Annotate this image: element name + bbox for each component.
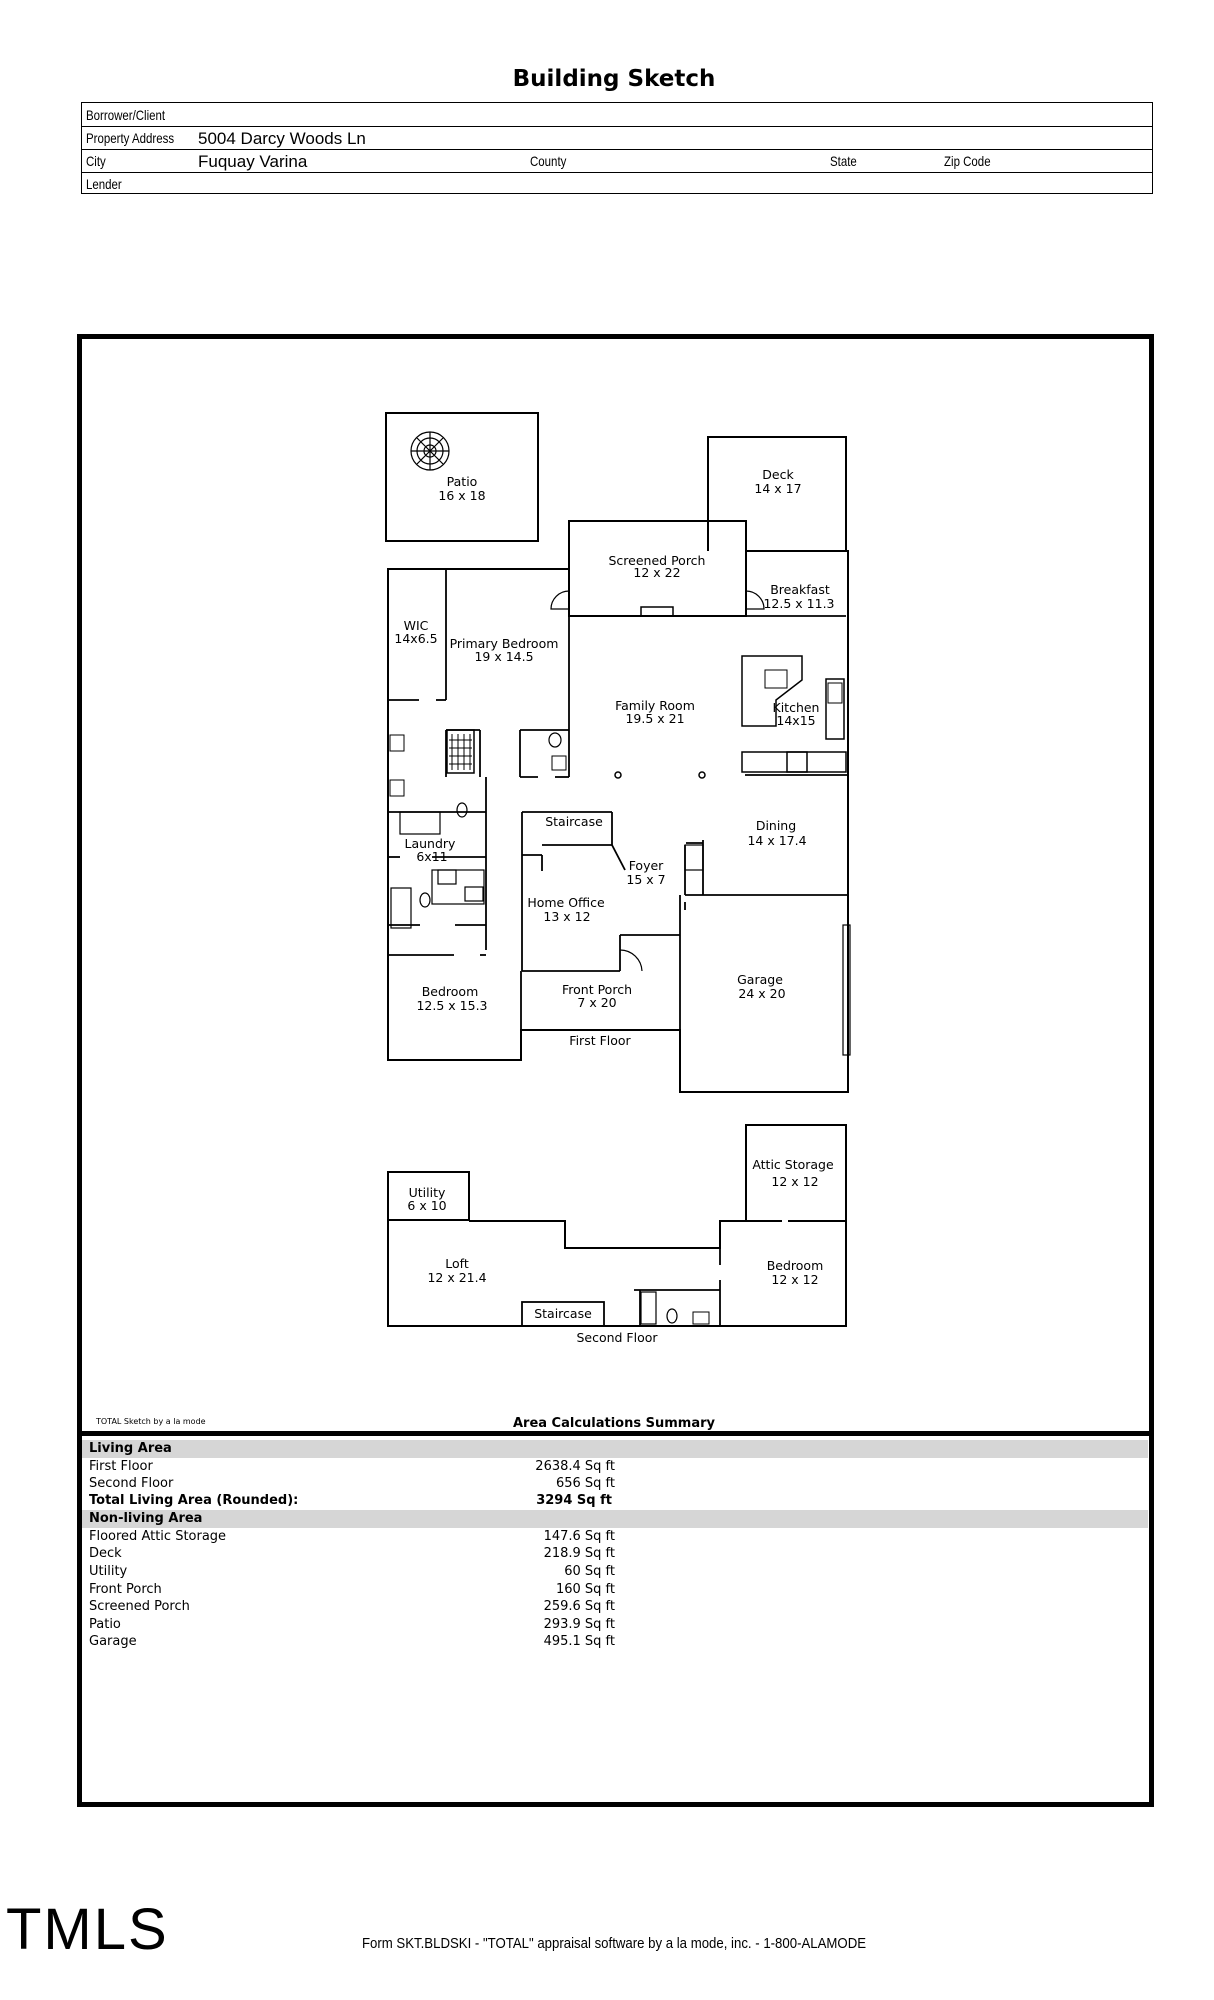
column-icon bbox=[615, 772, 621, 778]
room-dim: 6x11 bbox=[416, 849, 448, 864]
living-row-label: First Floor bbox=[89, 1459, 153, 1474]
nonliving-row-label: Front Porch bbox=[89, 1582, 162, 1597]
room-name: Utility bbox=[408, 1185, 446, 1200]
summary-title: Area Calculations Summary bbox=[512, 1416, 716, 1431]
room-dim: 19.5 x 21 bbox=[625, 711, 685, 726]
toilet-icon bbox=[420, 893, 430, 907]
state-label: State bbox=[830, 153, 857, 169]
sketch-credit: TOTAL Sketch by a la mode bbox=[96, 1417, 206, 1426]
room-name: Foyer bbox=[628, 858, 664, 873]
total-living-label: Total Living Area (Rounded): bbox=[89, 1493, 299, 1508]
room-dim: 14x15 bbox=[776, 713, 816, 728]
living-row-value: 656 Sq ft bbox=[555, 1476, 615, 1491]
lender-label: Lender bbox=[86, 176, 122, 192]
room-dim: 12 x 22 bbox=[633, 565, 681, 580]
bathtub-icon bbox=[391, 888, 411, 928]
room-dim: 12 x 21.4 bbox=[427, 1270, 487, 1285]
shower-grid-icon bbox=[449, 734, 472, 770]
room-dim: 19 x 14.5 bbox=[474, 649, 534, 664]
fireplace-icon bbox=[641, 607, 673, 616]
dryer-icon bbox=[465, 887, 483, 901]
first-floor-label: First Floor bbox=[569, 1033, 631, 1048]
nonliving-row-value: 218.9 Sq ft bbox=[543, 1546, 615, 1561]
attic-storage-outline bbox=[746, 1125, 846, 1221]
zip-label: Zip Code bbox=[944, 153, 991, 169]
room-dim: 12.5 x 11.3 bbox=[763, 596, 835, 611]
room-name: Bedroom bbox=[766, 1258, 824, 1273]
living-row-value: 2638.4 Sq ft bbox=[535, 1459, 615, 1474]
shower-icon bbox=[641, 1292, 656, 1324]
vanity-sink-icon bbox=[390, 735, 404, 751]
room-dim: 13 x 12 bbox=[543, 909, 591, 924]
room-dim: 12 x 12 bbox=[771, 1174, 819, 1189]
nonliving-area-header: Non-living Area bbox=[89, 1511, 203, 1526]
room-dim: 15 x 7 bbox=[626, 872, 666, 887]
vanity-sink-icon bbox=[390, 780, 404, 796]
nonliving-row-label: Utility bbox=[89, 1564, 128, 1579]
nonliving-row-label: Screened Porch bbox=[89, 1599, 190, 1614]
room-dim: 12.5 x 15.3 bbox=[416, 998, 488, 1013]
room-name: Laundry bbox=[404, 836, 456, 851]
page-title: Building Sketch bbox=[512, 66, 716, 92]
room-name: Attic Storage bbox=[752, 1157, 834, 1172]
living-row-label: Second Floor bbox=[89, 1476, 174, 1491]
nonliving-row-label: Floored Attic Storage bbox=[89, 1529, 227, 1544]
room-dim: 16 x 18 bbox=[438, 488, 486, 503]
county-label: County bbox=[530, 153, 567, 169]
city-value: Fuquay Varina bbox=[198, 152, 308, 171]
bathtub-icon bbox=[400, 812, 440, 834]
cooktop-icon bbox=[828, 683, 842, 703]
nonliving-row-value: 160 Sq ft bbox=[555, 1582, 615, 1597]
room-dim: 14x6.5 bbox=[394, 631, 438, 646]
room-dim: 24 x 20 bbox=[738, 986, 786, 1001]
form-footer: Form SKT.BLDSKI - "TOTAL" appraisal software by a la mode, inc. - 1-800-ALAMODE bbox=[361, 1935, 867, 1952]
nonliving-row-label: Deck bbox=[89, 1546, 122, 1561]
room-name: Home Office bbox=[527, 895, 605, 910]
room-name: Deck bbox=[762, 467, 794, 482]
column-icon bbox=[699, 772, 705, 778]
borrower-label: Borrower/Client bbox=[86, 107, 166, 123]
room-dim: 6 x 10 bbox=[407, 1198, 447, 1213]
room-name: Front Porch bbox=[562, 982, 632, 997]
front-door-icon bbox=[620, 950, 642, 971]
room-dim: 7 x 20 bbox=[577, 995, 617, 1010]
porch-door-right-icon bbox=[746, 591, 764, 609]
nonliving-row-value: 495.1 Sq ft bbox=[543, 1634, 615, 1649]
room-dim: 12 x 12 bbox=[771, 1272, 819, 1287]
living-area-header-bar bbox=[82, 1440, 1148, 1458]
washer-icon bbox=[438, 870, 456, 884]
nonliving-row-label: Garage bbox=[89, 1634, 137, 1649]
second-floor-label: Second Floor bbox=[576, 1330, 658, 1345]
room-name: Primary Bedroom bbox=[449, 636, 559, 651]
room-name: Breakfast bbox=[770, 582, 830, 597]
room-name: Staircase bbox=[545, 814, 603, 829]
address-value: 5004 Darcy Woods Ln bbox=[198, 129, 366, 148]
room-name: Kitchen bbox=[772, 700, 820, 715]
kitchen-sink-icon bbox=[765, 670, 787, 688]
foyer-stair-icon bbox=[685, 845, 703, 870]
room-name: Screened Porch bbox=[608, 553, 706, 568]
room-dim: 14 x 17.4 bbox=[747, 833, 807, 848]
toilet-icon bbox=[457, 803, 467, 817]
sink-icon bbox=[552, 756, 566, 770]
room-name: Staircase bbox=[534, 1306, 592, 1321]
room-labels bbox=[394, 467, 834, 1345]
room-name: Family Room bbox=[615, 698, 695, 713]
city-label: City bbox=[86, 153, 106, 169]
toilet-icon bbox=[667, 1309, 677, 1323]
nonliving-row-value: 259.6 Sq ft bbox=[543, 1599, 615, 1614]
living-area-header: Living Area bbox=[89, 1441, 172, 1456]
address-label: Property Address bbox=[86, 130, 175, 146]
room-name: Patio bbox=[446, 474, 478, 489]
room-name: Bedroom bbox=[421, 984, 479, 999]
room-name: Garage bbox=[737, 972, 783, 987]
sink-icon bbox=[693, 1312, 709, 1324]
porch-door-left-icon bbox=[551, 591, 569, 609]
nonliving-area-header-bar bbox=[82, 1510, 1148, 1528]
nonliving-row-label: Patio bbox=[89, 1617, 121, 1632]
room-name: WIC bbox=[403, 618, 429, 633]
nonliving-row-value: 147.6 Sq ft bbox=[543, 1529, 615, 1544]
nonliving-row-value: 293.9 Sq ft bbox=[543, 1617, 615, 1632]
room-name: Dining bbox=[755, 818, 797, 833]
fire-pit-icon bbox=[411, 432, 449, 470]
room-name: Loft bbox=[445, 1256, 469, 1271]
room-dim: 14 x 17 bbox=[754, 481, 802, 496]
total-living-value: 3294 Sq ft bbox=[536, 1493, 612, 1508]
tmls-logo: TMLS bbox=[6, 1897, 169, 1962]
toilet-icon bbox=[549, 733, 561, 747]
nonliving-row-value: 60 Sq ft bbox=[564, 1564, 615, 1579]
